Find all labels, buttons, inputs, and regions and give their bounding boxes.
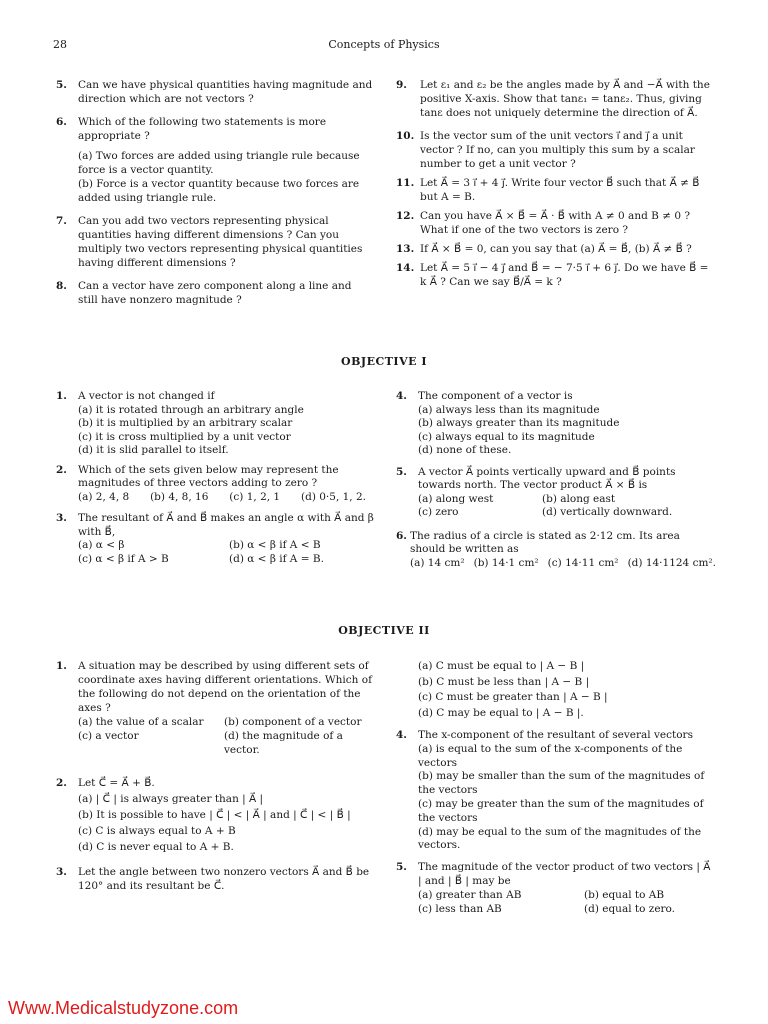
question-text: Let the angle between two nonzero vectors A⃗ and B⃗ be 120° and its resultant be C⃗. — [78, 866, 370, 892]
options-grid — [418, 889, 716, 917]
question-text: Can we have physical quantities having magnitude and direction which are not vectors ? — [78, 79, 373, 105]
options-grid — [418, 493, 716, 520]
question-text: The radius of a circle is stated as 2·12 cm. Its area should be written as — [410, 529, 680, 555]
option: (d) may be equal to the sum of the magnitudes of the vectors. — [418, 825, 702, 852]
option: (a) along west — [418, 492, 494, 505]
option: (b) 14·1 cm² — [473, 556, 539, 569]
question: 3. Let the angle between two nonzero vectors A⃗ and B⃗ be 120° and its resultant be C⃗. — [56, 866, 370, 892]
option: (d) equal to zero. — [584, 902, 676, 915]
question-text: If A⃗ × B⃗ = 0, can you say that (a) A⃗ = B⃗, (b) A⃗ ≠ B⃗ ? — [420, 243, 692, 255]
question: 2. Which of the sets given below may represent the magnitudes of three vectors adding to zero ? (a) 2, 4, 8 (b) 4, 8, 16 (c) 1, 2, 1 (d) 0·5, 1, 2. — [56, 464, 374, 505]
question: 10. Is the vector sum of the unit vectors i⃗ and j⃗ a unit vector ? If no, can you multiply this sum by a scalar number to get a unit vector ? — [396, 130, 695, 170]
question-3-options — [396, 659, 716, 721]
question: 6. The radius of a circle is stated as 2·12 cm. Its area should be written as (a) 14 cm² (b) 14·1 cm² (c) 14·11 cm² (d) 14·1124 cm². — [396, 529, 716, 569]
statement: (a) Two forces are added using triangle rule because force is a vector quantity. — [78, 150, 360, 176]
page-header-title: Concepts of Physics — [328, 38, 440, 51]
option: (a) C must be equal to | A − B | — [418, 660, 585, 672]
question: 5. A vector A⃗ points vertically upward and B⃗ points towards north. The vector product A⃗ × B⃗ is (a) along west (b) along east (c) zero (d) vertically downward. — [396, 466, 716, 520]
objective-1-left — [56, 390, 374, 575]
option: (d) 14·1124 cm². — [627, 556, 716, 569]
question: 1. A situation may be described by using different sets of coordinate axes having different orientations. Which of the following do not depend on the orientation of the axes ? (a) the value of a scalar (b) component of a vector (c) a vector (d) the magnitude of a vector. — [56, 659, 374, 757]
option: (a) 14 cm² — [410, 556, 465, 569]
question-text: Can you have A⃗ × B⃗ = A⃗ · B⃗ with A ≠ 0 and B ≠ 0 ? What if one of the two vectors is zero ? — [420, 210, 690, 236]
question-text: Which of the following two statements is more appropriate ? — [78, 116, 327, 142]
question-text: Can a vector have zero component along a line and still have nonzero magnitude ? — [78, 280, 352, 306]
option: (b) α < β if A < B — [229, 539, 321, 551]
option: (c) C is always equal to A + B — [78, 825, 236, 837]
question-text: Is the vector sum of the unit vectors i⃗ and j⃗ a unit vector ? If no, can you multiply this sum by a scalar number to get a unit vector ? — [420, 130, 695, 170]
option: (c) α < β if A > B — [78, 552, 169, 565]
option: (c) a vector — [78, 730, 139, 742]
statement: (b) Force is a vector quantity because two forces are added using triangle rule. — [78, 178, 360, 204]
question: 7. Can you add two vectors representing physical quantities having different dimensions ? Can you multiply two vectors representing physical quantities having different dimensions ? — [56, 215, 363, 269]
question-text: A vector A⃗ points vertically upward and B⃗ points towards north. The vector product A⃗ × B⃗ is — [418, 465, 676, 491]
options-row — [410, 557, 716, 571]
question-text: The component of a vector is — [418, 390, 573, 402]
option: (c) zero — [418, 506, 459, 518]
option: (c) always equal to its magnitude — [418, 430, 595, 443]
option: (d) the magnitude of a vector. — [224, 730, 343, 756]
question-text: Let A⃗ = 5 i⃗ − 4 j⃗ and B⃗ = − 7·5 i⃗ + 6 j⃗. Do we have B⃗ = k A⃗ ? Can we say B⃗/A⃗ = k ? — [420, 262, 709, 288]
question-text: The resultant of A⃗ and B⃗ makes an angle α with A⃗ and β with B⃗, — [78, 512, 374, 538]
option: (d) none of these. — [418, 444, 512, 456]
question: 8. Can a vector have zero component along a line and still have nonzero magnitude ? — [56, 280, 352, 306]
question: 9. Let ε₁ and ε₂ be the angles made by A⃗ and −A⃗ with the positive X-axis. Show that tanε₁ = tanε₂. Thus, giving tanε does not uniquely determine the direction of A⃗. — [396, 79, 710, 119]
objective-1-right — [396, 390, 716, 579]
question-text: A situation may be described by using different sets of coordinate axes having different orientations. Which of the following do not depend on the orientation of the axes ? — [78, 660, 372, 714]
question-text: A vector is not changed if — [78, 390, 215, 402]
watermark-link[interactable]: Www.Medicalstudyzone.com — [8, 998, 239, 1018]
question-text: Let A⃗ = 3 i⃗ + 4 j⃗. Write four vector B⃗ such that A⃗ ≠ B⃗ but A = B. — [420, 177, 700, 203]
option: (c) 14·11 cm² — [547, 556, 619, 569]
options-grid — [78, 539, 374, 566]
question: 1. A vector is not changed if (a) it is rotated through an arbitrary angle (b) it is multiplied by an arbitrary scalar (c) it is cross multiplied by a unit vector (d) it is slid parallel to itself. — [56, 390, 374, 458]
option: (d) 0·5, 1, 2. — [301, 490, 366, 503]
objective-2-left — [56, 659, 374, 902]
option: (b) equal to AB — [584, 888, 665, 901]
page-number: 28 — [53, 38, 67, 51]
option: (b) component of a vector — [224, 716, 362, 728]
option: (b) It is possible to have | C⃗ | < | A⃗ | and | C⃗ | < | B⃗ | — [78, 809, 351, 821]
question-text: Which of the sets given below may represent the magnitudes of three vectors adding to zero ? — [78, 463, 339, 489]
option: (b) always greater than its magnitude — [418, 417, 620, 429]
question: 3. The resultant of A⃗ and B⃗ makes an angle α with A⃗ and β with B⃗, (a) α < β (b) α < β if A < B (c) α < β if A > B (d) α < β if A = B. — [56, 512, 374, 565]
option: (b) may be smaller than the sum of the magnitudes of the vectors — [418, 770, 705, 797]
question: 12. Can you have A⃗ × B⃗ = A⃗ · B⃗ with A ≠ 0 and B ≠ 0 ? What if one of the two vectors is zero ? — [396, 210, 690, 236]
section-title-objective-1: OBJECTIVE I — [341, 355, 427, 368]
question: 13. If A⃗ × B⃗ = 0, can you say that (a) A⃗ = B⃗, (b) A⃗ ≠ B⃗ ? — [396, 243, 692, 255]
question: 2. Let C⃗ = A⃗ + B⃗. (a) | C⃗ | is always greater than | A⃗ | (b) It is possible to have | C⃗ | < | A⃗ | and | C⃗ | < | B⃗ | (c) C is always equal to A + B (d) C is never equal to A + B. — [56, 775, 374, 855]
option: (a) greater than AB — [418, 888, 522, 901]
question: 6. Which of the following two statements is more appropriate ? (a) Two forces are added using triangle rule because force is a vector quantity. (b) Force is a vector quantity because two forces are added using triangle rule. — [56, 115, 374, 205]
option: (b) it is multiplied by an arbitrary scalar — [78, 417, 293, 429]
question: 4. The component of a vector is (a) always less than its magnitude (b) always greater than its magnitude (c) always equal to its magnitude (d) none of these. — [396, 390, 716, 458]
option: (d) C may be equal to | A − B |. — [418, 706, 584, 719]
question-text: The magnitude of the vector product of two vectors | A⃗ | and | B⃗ | may be — [418, 861, 711, 887]
objective-2-right — [396, 659, 716, 925]
option: (a) 2, 4, 8 — [78, 490, 130, 503]
option: (c) less than AB — [418, 902, 502, 915]
question: 5. Can we have physical quantities having magnitude and direction which are not vectors ? — [56, 79, 373, 105]
question-text: Let ε₁ and ε₂ be the angles made by A⃗ and −A⃗ with the positive X-axis. Show that tanε₁ = tanε₂. Thus, giving tanε does not uniquely determine the direction of A⃗. — [420, 79, 710, 119]
option: (c) it is cross multiplied by a unit vector — [78, 430, 291, 443]
question: 4. The x-component of the resultant of several vectors (a) is equal to the sum of the x-components of the vectors (b) may be smaller than the sum of the magnitudes of the vectors (c) may be greater than the sum of the magnitudes of the vectors (d) may be equal to the sum of the magnitudes of the vectors. — [396, 729, 716, 853]
option: (a) | C⃗ | is always greater than | A⃗ | — [78, 793, 264, 805]
option: (d) vertically downward. — [542, 506, 673, 518]
option: (b) 4, 8, 16 — [150, 490, 209, 503]
option: (c) C must be greater than | A − B | — [418, 691, 608, 703]
short-questions-left — [56, 78, 374, 316]
option: (d) α < β if A = B. — [229, 552, 324, 565]
option: (a) it is rotated through an arbitrary angle — [78, 403, 304, 416]
option: (b) along east — [542, 492, 616, 505]
option: (a) the value of a scalar — [78, 716, 204, 728]
section-title-objective-2: OBJECTIVE II — [338, 624, 430, 637]
option: (a) always less than its magnitude — [418, 403, 600, 416]
options-row — [78, 491, 374, 505]
question: 14. Let A⃗ = 5 i⃗ − 4 j⃗ and B⃗ = − 7·5 i⃗ + 6 j⃗. Do we have B⃗ = k A⃗ ? Can we say B⃗/A⃗ = k ? — [396, 262, 709, 288]
question: 5. The magnitude of the vector product of two vectors | A⃗ | and | B⃗ | may be (a) greater than AB (b) equal to AB (c) less than AB (d) equal to zero. — [396, 861, 716, 916]
option: (c) 1, 2, 1 — [229, 490, 281, 503]
short-questions-right — [396, 78, 716, 298]
option: (a) is equal to the sum of the x-components of the vectors — [418, 742, 683, 769]
option: (a) α < β — [78, 539, 125, 551]
question-text: Can you add two vectors representing physical quantities having different dimensions ? Can you multiply two vectors representing physical quantities having different dimensions ? — [78, 215, 363, 269]
options-grid — [78, 715, 374, 757]
question-text: Let C⃗ = A⃗ + B⃗. — [78, 777, 155, 789]
option: (d) it is slid parallel to itself. — [78, 444, 229, 456]
question-text: The x-component of the resultant of several vectors — [418, 729, 693, 741]
option: (d) C is never equal to A + B. — [78, 841, 234, 853]
question: 11. Let A⃗ = 3 i⃗ + 4 j⃗. Write four vector B⃗ such that A⃗ ≠ B⃗ but A = B. — [396, 177, 700, 203]
option: (b) C must be less than | A − B | — [418, 675, 590, 688]
option: (c) may be greater than the sum of the magnitudes of the vectors — [418, 797, 704, 824]
